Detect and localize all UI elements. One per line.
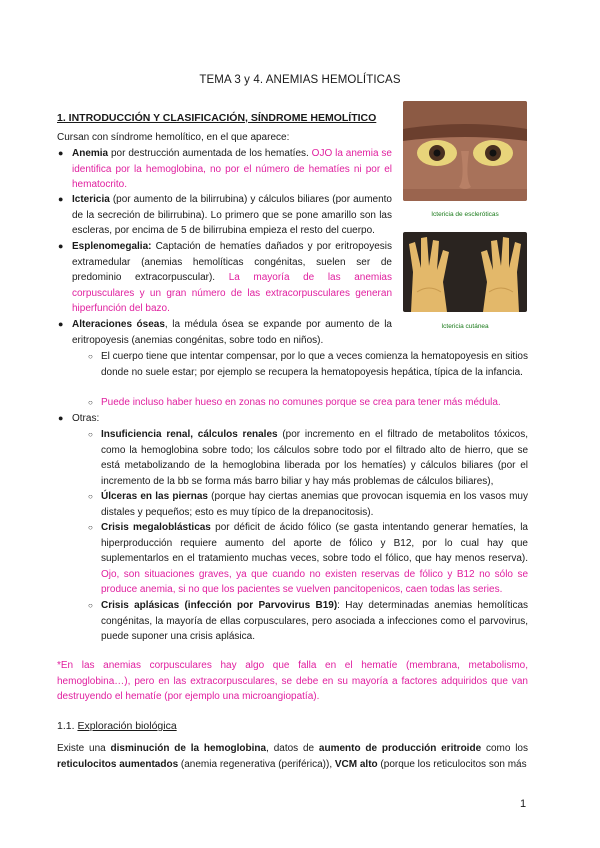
sclera-jaundice-photo [403,101,527,201]
note-paragraph: *En las anemias corpusculares hay algo que falla en el hematíe (membrana, metabolismo, hemoglobina…), pero en las extracorpusculares, se debe en su mayoría a factores adquiridos que van destruyendo el hematíe (por ejemplo una microangiopatía). [57,660,528,703]
bullet-icon: ● [58,319,64,329]
bullet-icon: ● [58,413,64,423]
sub-bullet-icon: ○ [88,492,93,501]
sub-item: Puede incluso haber hueso en zonas no comunes porque se crea para tener más médula. [101,397,501,408]
list-item-otras: Otras: [72,413,100,424]
bullet-icon: ● [58,194,64,204]
skin-jaundice-photo [403,232,527,312]
sub-bullet-icon: ○ [88,523,93,532]
sub-bullet-icon: ○ [88,352,93,361]
sub-item-insuficiencia-renal: Insuficiencia renal, cálculos renales (por incremento en el filtrado de metabolitos tóxicos, como la hemoglobina sobre todo; los cálculos sobre todo por el filtrado alto de hierro, que se está metabolizando de la hemoglobina liberada por los hematíes) y cálculos biliares (por el incremento de la bb se forma más barro biliar y hay más problemas de cálculos biliares), [101,429,529,487]
subsection-heading: 1.1. Exploración biológica [57,720,177,732]
bullet-icon: ● [58,241,64,251]
sub-item: El cuerpo tiene que intentar compensar, por lo que a veces comienza la hematopoyesis en sitios donde no suele estar; por ejemplo se recupera la hematopoyesis hepática, típica de la infancia. [101,351,528,378]
list-item-ictericia: Ictericia (por aumento de la bilirrubina) y cálculos biliares (por aumento de la secreción de bilirrubina). Lo primero que se pone amarillo son las escleras, por encima de 5 de bilirrubina empieza el resto del cuerpo. [72,194,392,237]
page-title: TEMA 3 y 4. ANEMIAS HEMOLÍTICAS [199,74,401,86]
photo-caption: Ictericia de escleróticas [431,211,499,218]
sub-item-crisis-megaloblasticas: Crisis megaloblásticas por déficit de ácido fólico (se gasta intentando generar hematíes, la hiperproducción requiere aumento del aporte de fólico y B12, por lo cual hay que suplementarlos en el tratamiento muchas veces, sobre todo el fólico, que hay menos reserva). Ojo, son situaciones graves, ya que cuando no existen reservas de fólico y B12 no sólo se produce anemia, si no que los pacientes se vuelven pancitopenicos, caen todas las series. [101,522,528,596]
bullet-icon: ● [58,148,64,158]
list-item-anemia: Anemia por destrucción aumentada de los hematíes. OJO la anemia se identifica por la hemoglobina, no por el número de hematíes ni por el hematocrito. [72,148,392,191]
list-item-esplenomegalia: Esplenomegalia: Captación de hematíes dañados y por eritropoyesis extramedular (anemias hemolíticas congénitas, suelen ser de predominio extracorpuscular). La mayoría de las anemias corpusculares y un gran número de las extracorpusculares generan hiperfunción del bazo. [72,241,392,315]
list-item-alteraciones-oseas: Alteraciones óseas, la médula ósea se expande por aumento de la eritropoyesis (anemias congénitas, sobre todo en niños). [72,319,392,346]
sub-bullet-icon: ○ [88,398,93,407]
section-heading: 1. INTRODUCCIÓN Y CLASIFICACIÓN, SÍNDROME HEMOLÍTICO [57,112,377,124]
body-paragraph: Existe una disminución de la hemoglobina, datos de aumento de producción eritroide como los reticulocitos aumentados (anemia regenerativa (periférica)), VCM alto (porque los reticulocitos son más [57,743,528,770]
sub-bullet-icon: ○ [88,601,93,610]
sub-bullet-icon: ○ [88,430,93,439]
intro-paragraph: Cursan con síndrome hemolítico, en el que aparece: [57,132,290,143]
sub-item-ulceras: Úlceras en las piernas (porque hay ciertas anemias que provocan isquemia en los vasos muy distales y pequeños; esto es muy típico de la drepanocitosis). [101,491,528,518]
photo-caption: Ictericia cutánea [441,323,489,330]
page-number: 1 [520,798,527,810]
sub-item-crisis-aplasicas: Crisis aplásicas (infección por Parvovirus B19): Hay determinadas anemias hemolíticas congénitas, la mayoría de ellas corpusculares, pero asociada a infecciones como el parvovirus, puede suponer una crisis aplásica. [101,600,528,643]
